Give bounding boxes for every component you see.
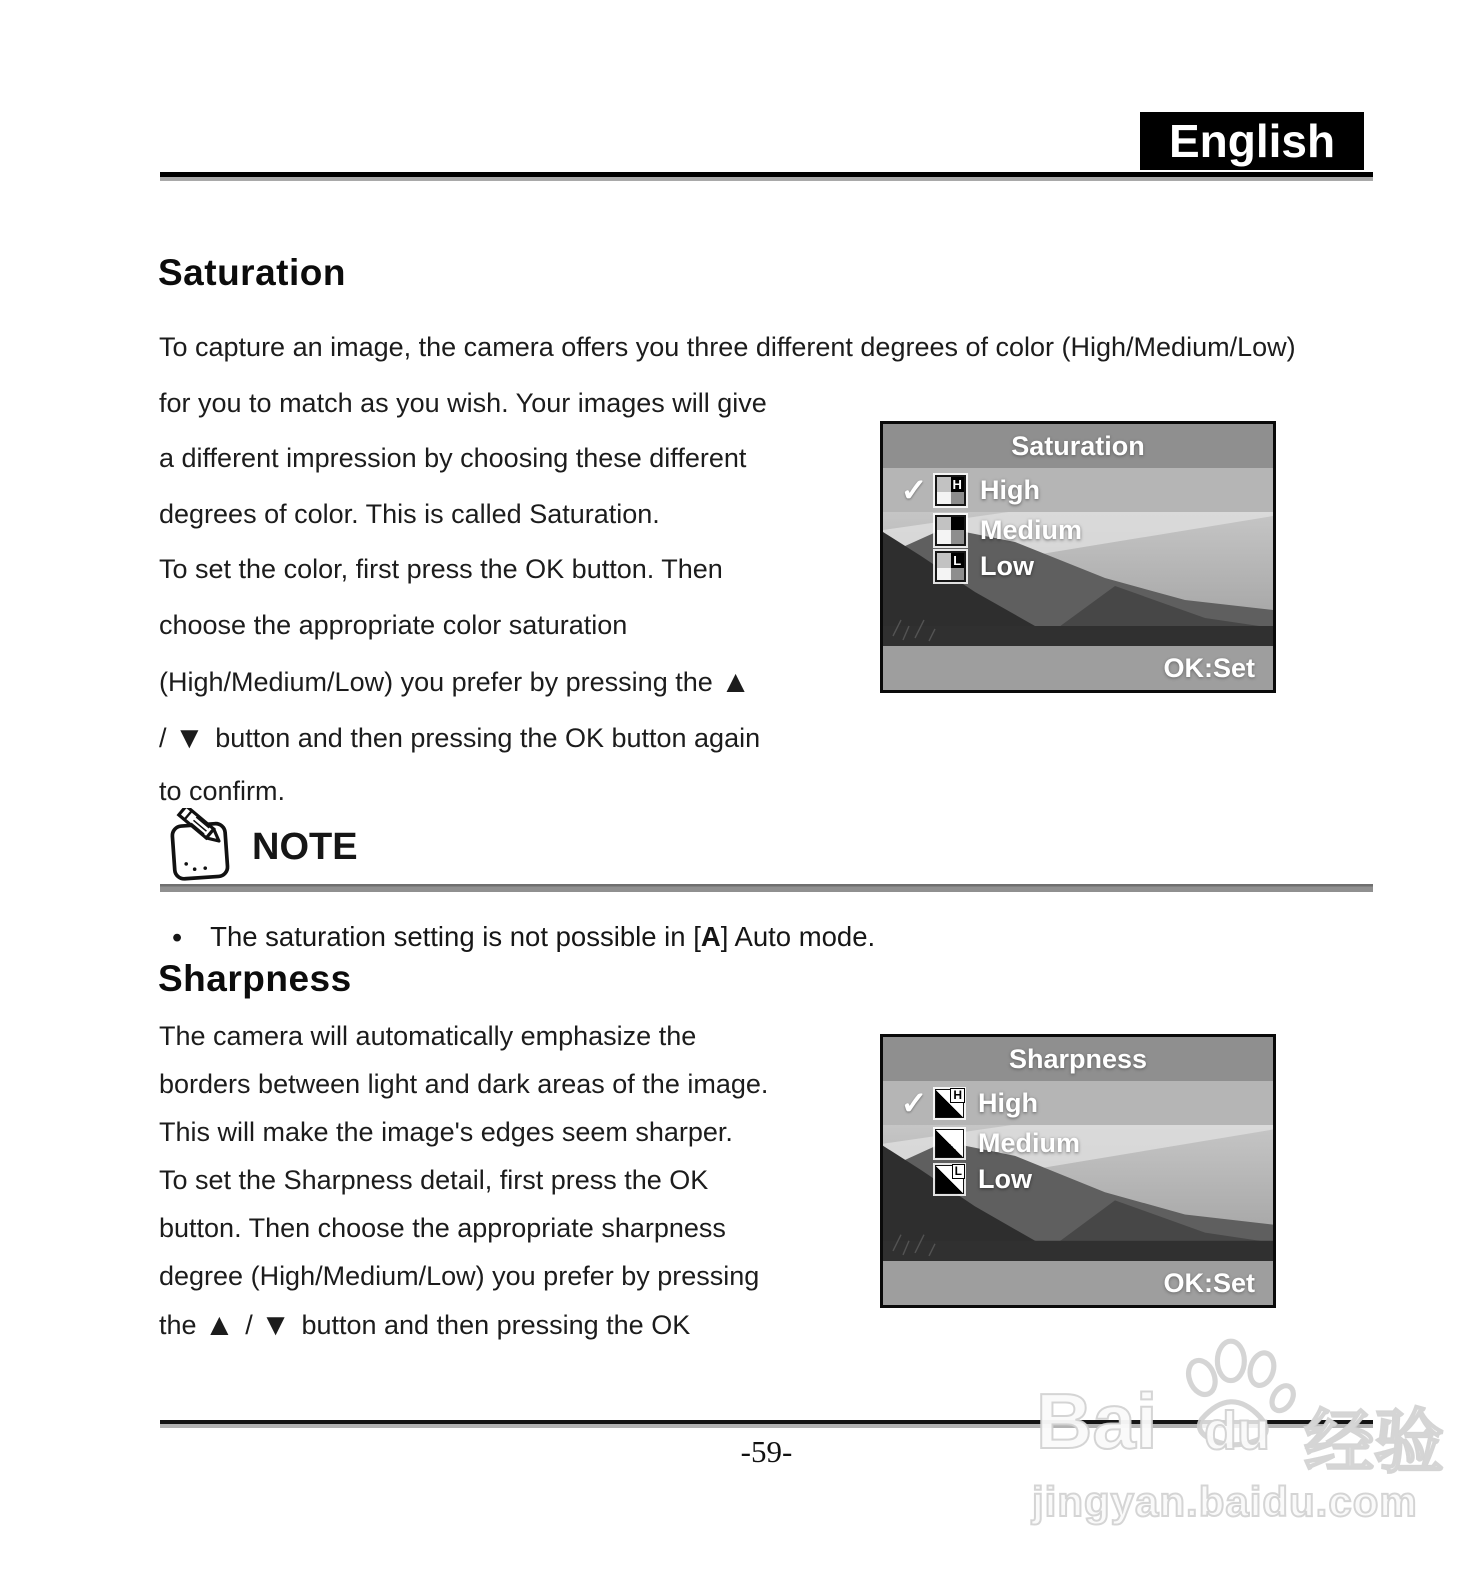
menu-option-low [883, 1161, 1273, 1197]
screen-footer-hint: OK:Set [883, 646, 1273, 690]
body-line: The camera will automatically emphasize the [159, 1021, 697, 1051]
menu-option-medium [883, 512, 1273, 548]
body-line: To set the color, first press the OK button. Then [159, 554, 723, 584]
note-rule [160, 884, 1373, 892]
watermark-url: jingyan.baidu.com [1032, 1478, 1418, 1525]
watermark-brand: du [1204, 1401, 1270, 1461]
body-line: a different impression by choosing these different [159, 443, 747, 473]
saturation-high-icon: H [935, 475, 966, 506]
bullet-text: ] Auto mode. [720, 921, 876, 952]
option-label: High [978, 1087, 1038, 1118]
menu-option-high [883, 468, 1273, 512]
sharpness-screen [880, 1034, 1276, 1308]
screen-title: Sharpness [883, 1037, 1273, 1081]
sharpness-low-icon: L [935, 1165, 964, 1194]
saturation-heading: Saturation [158, 252, 346, 293]
body-line: To set the Sharpness detail, first press the OK [159, 1165, 709, 1195]
body-line: degree (High/Medium/Low) you prefer by pressing [159, 1261, 760, 1291]
option-label: Medium [980, 514, 1083, 545]
menu-option-high [883, 1081, 1273, 1125]
check-icon: ✓ [900, 472, 928, 508]
baidu-watermark [1028, 1336, 1468, 1556]
saturation-medium-icon [935, 515, 966, 546]
note-icon [164, 808, 238, 886]
bullet-text: The saturation setting is not possible in [ [210, 921, 701, 952]
screen-title: Saturation [883, 424, 1273, 468]
watermark-brand: Bai [1036, 1377, 1158, 1465]
body-line: This will make the image's edges seem sharper. [159, 1117, 733, 1147]
option-label: Low [978, 1163, 1032, 1194]
option-label: High [980, 474, 1040, 505]
check-icon: ✓ [900, 1085, 928, 1121]
menu-option-low [883, 548, 1273, 584]
sharpness-paragraph [159, 1012, 768, 1348]
sharpness-medium-icon [935, 1129, 964, 1158]
body-line: borders between light and dark areas of the image. [159, 1069, 769, 1099]
bullet-text-bold: A [700, 921, 721, 952]
option-label: Medium [978, 1127, 1081, 1158]
body-line: / ▼ button and then pressing the OK button again [159, 719, 761, 755]
watermark-brand-cn: 经验 [1304, 1403, 1444, 1481]
body-line: to confirm. [159, 776, 286, 806]
bullet-icon: • [172, 922, 183, 954]
language-badge-label: English [1168, 115, 1336, 167]
note-bullet-item [172, 921, 875, 954]
language-badge [1140, 112, 1364, 170]
note-label: NOTE [252, 826, 358, 868]
sharpness-high-icon: H [935, 1089, 964, 1118]
sharpness-heading: Sharpness [158, 958, 352, 999]
body-line: (High/Medium/Low) you prefer by pressing the ▲ [159, 664, 754, 699]
body-line: button. Then choose the appropriate sharpness [159, 1213, 726, 1243]
screen-footer-hint: OK:Set [883, 1261, 1273, 1305]
body-line: choose the appropriate color saturation [159, 609, 628, 640]
saturation-low-icon: L [935, 551, 966, 582]
menu-option-medium [883, 1125, 1273, 1161]
body-line: for you to match as you wish. Your images will give [159, 387, 767, 418]
page-number: -59- [740, 1434, 793, 1469]
option-label: Low [980, 550, 1034, 581]
saturation-screen [880, 421, 1276, 693]
header-rule [160, 172, 1373, 181]
body-line: To capture an image, the camera offers you three different degrees of color (High/Medium/Low) [159, 332, 1296, 362]
body-line: degrees of color. This is called Saturation. [159, 498, 660, 529]
body-line: the ▲ / ▼ button and then pressing the OK [159, 1307, 691, 1342]
